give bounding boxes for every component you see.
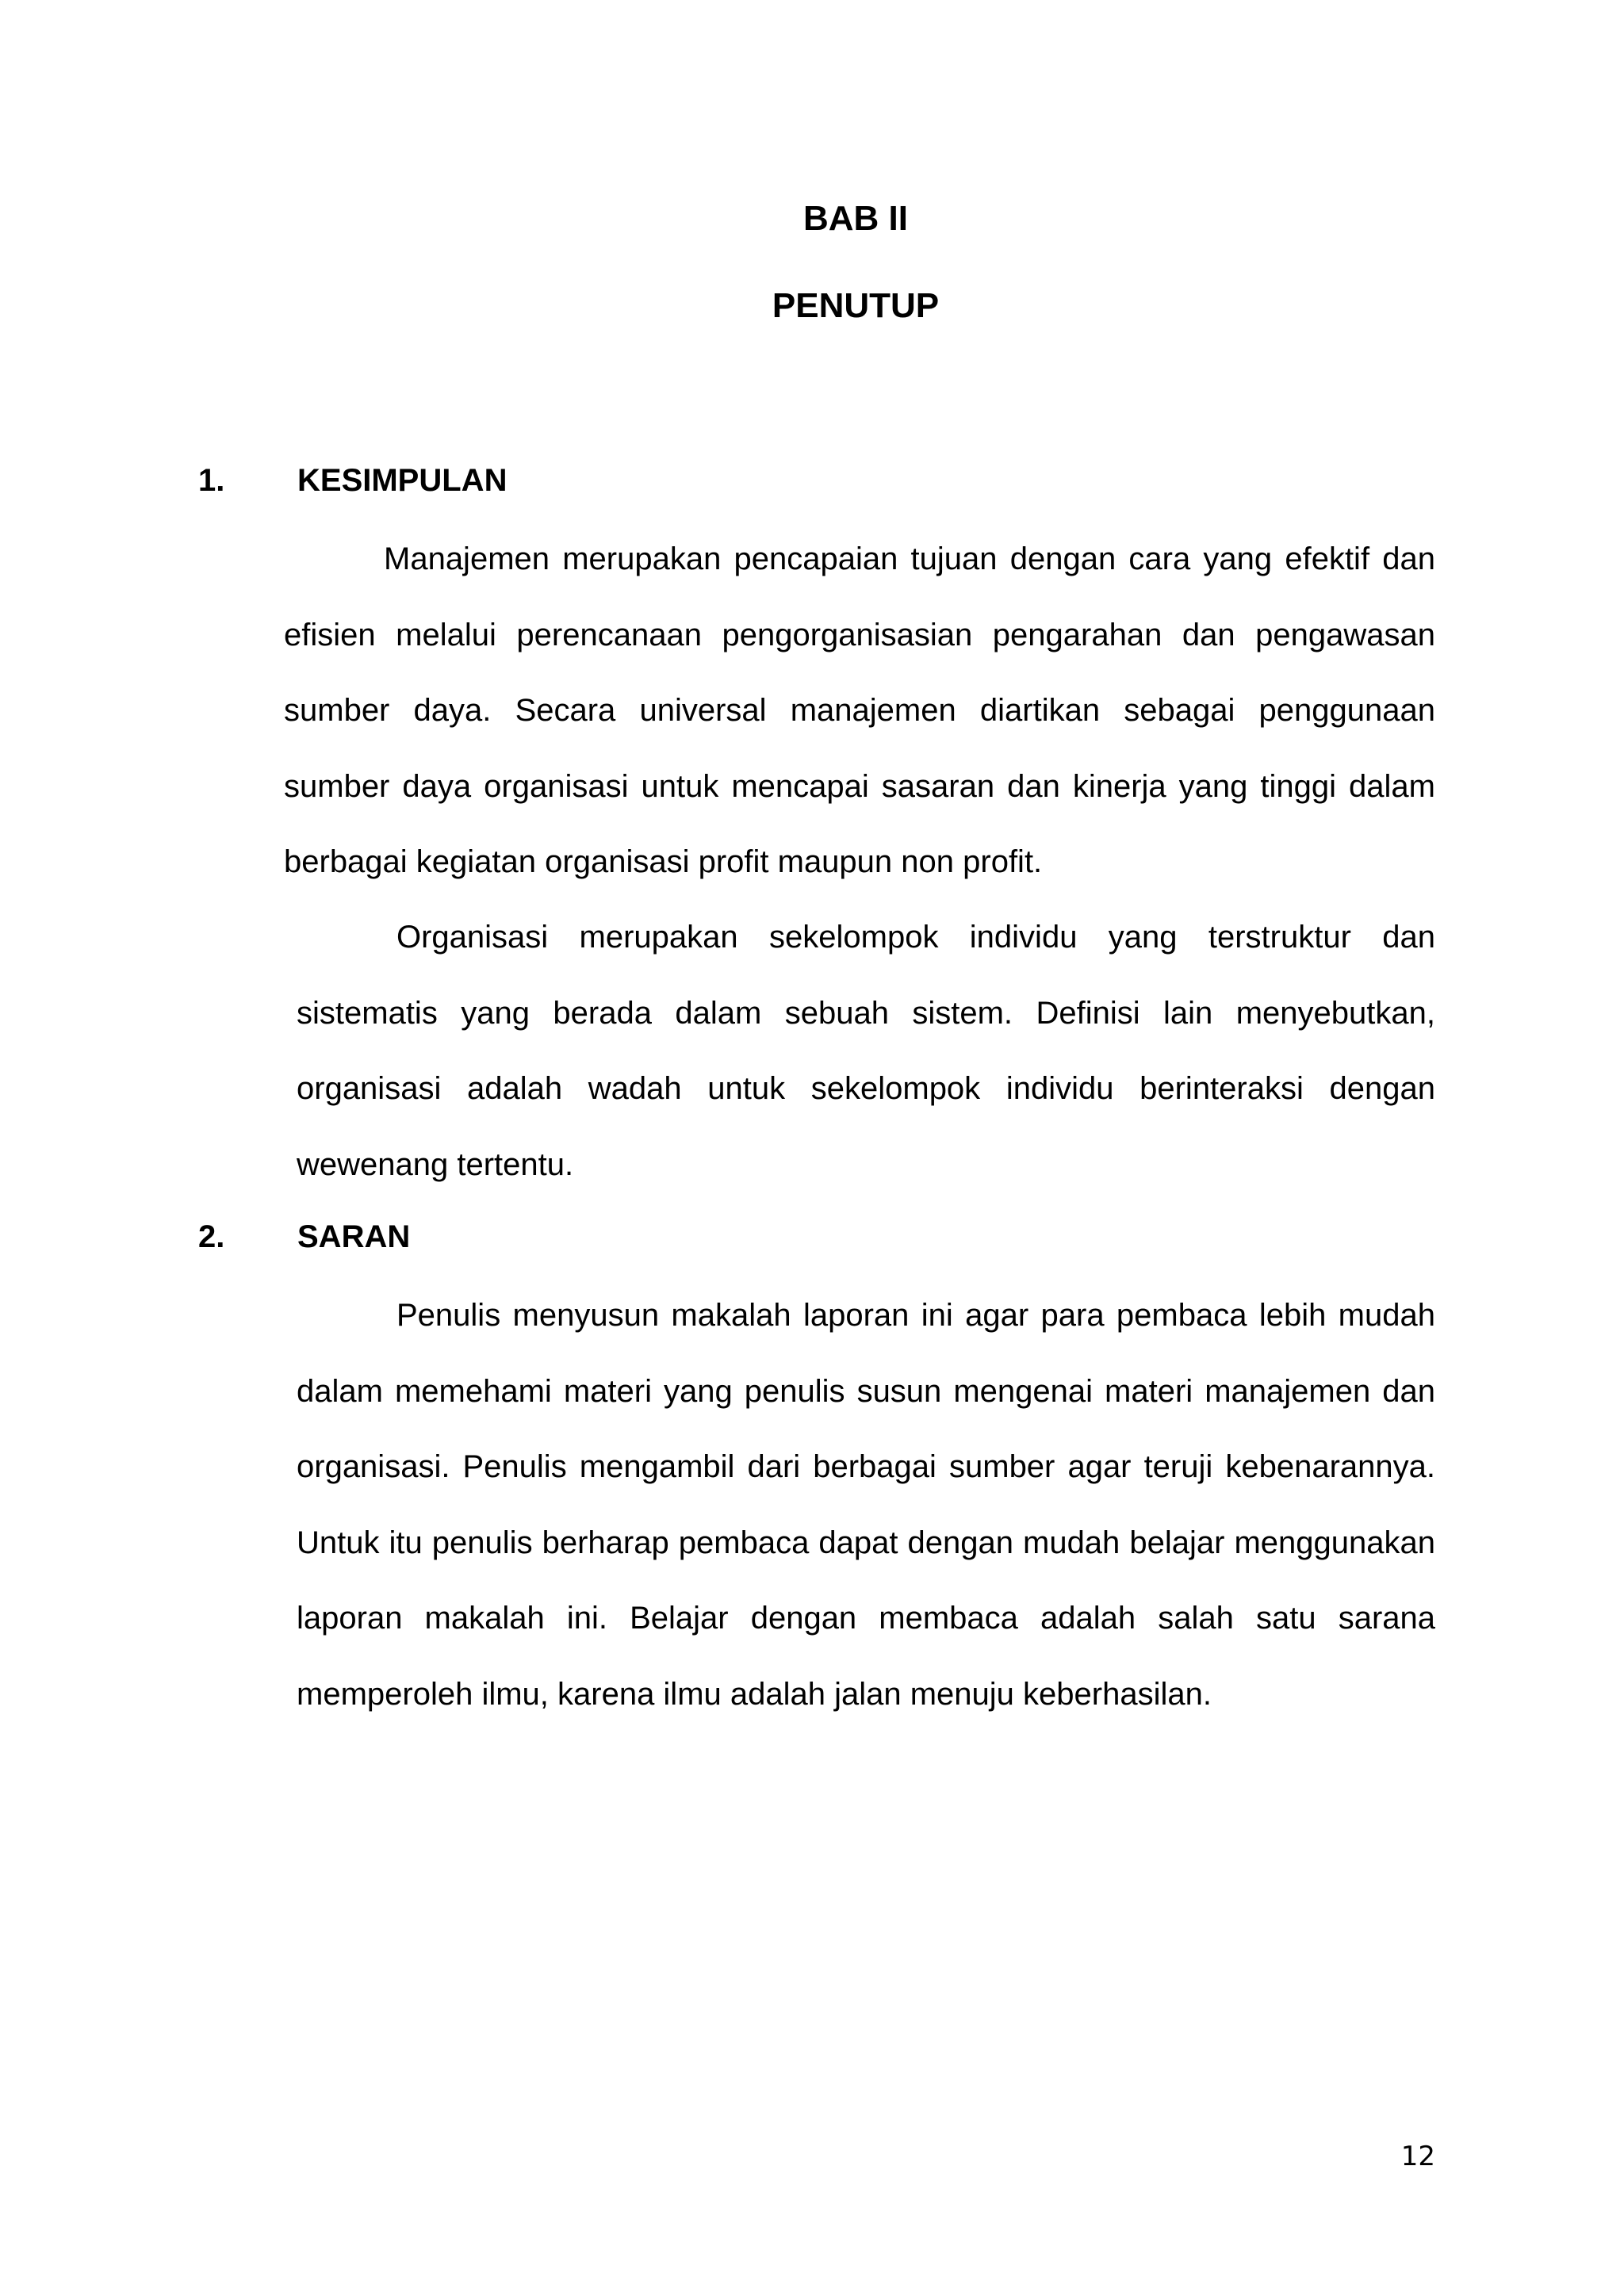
section-title: SARAN <box>297 1219 411 1254</box>
paragraph-manajemen: Manajemen merupakan pencapaian tujuan dengan cara yang efektif dan efisien melalui perencanaan pengorganisasian pengarahan dan pengawasan sumber daya. Secara universal manajemen diartikan sebagai penggunaan sumber daya organisasi untuk mencapai sasaran dan kinerja yang tinggi dalam berbagai kegiatan organisasi profit maupun non profit. <box>284 541 1435 879</box>
paragraph-organisasi: Organisasi merupakan sekelompok individu yang terstruktur dan sistematis yang berada dalam sebuah sistem. Definisi lain menyebutkan, organisasi adalah wadah untuk sekelompok individu berinteraksi dengan wewenang tertentu. <box>297 920 1435 1182</box>
chapter-title: PENUTUP <box>772 286 940 325</box>
section-title: KESIMPULAN <box>297 463 508 498</box>
page-number: 12 <box>1400 2141 1435 2172</box>
chapter-number: BAB II <box>803 199 908 238</box>
section-number: 1. <box>198 463 225 498</box>
section-number: 2. <box>198 1219 225 1254</box>
paragraph-saran: Penulis menyusun makalah laporan ini agar para pembaca lebih mudah dalam memehami materi yang penulis susun mengenai materi manajemen dan organisasi. Penulis mengambil dari berbagai sumber agar teruji kebenarannya. Untuk itu penulis berharap pembaca dapat dengan mudah belajar menggunakan laporan makalah ini. Belajar dengan membaca adalah salah satu sarana memperoleh ilmu, karena ilmu adalah jalan menuju keberhasilan. <box>297 1298 1435 1712</box>
